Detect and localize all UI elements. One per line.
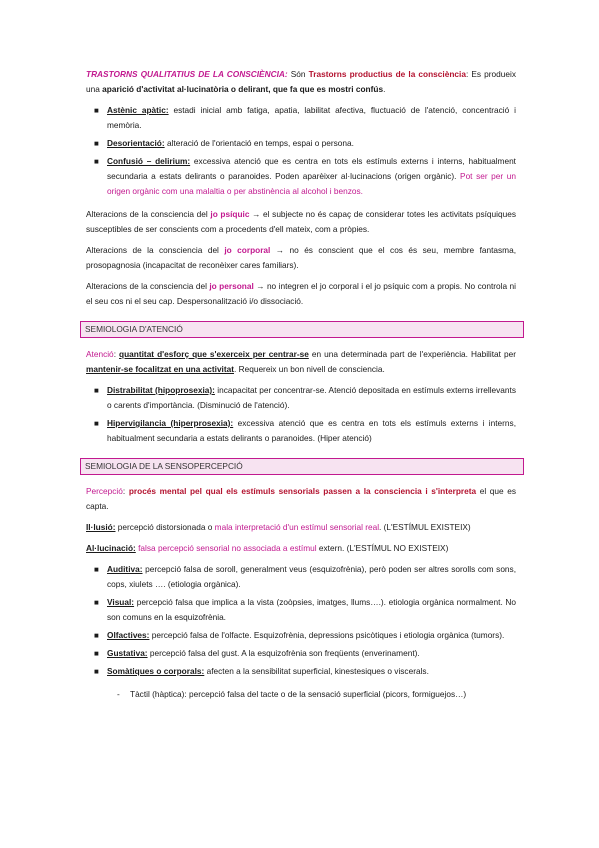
- intro-text: : Es produeix una: [86, 69, 516, 94]
- item-text: incapacitat per concentrar-se. Atenció depositada en estímuls externs irrellevants o carents d'importància. (Disminució de l'atenció).: [107, 385, 516, 410]
- list-item: [94, 136, 516, 151]
- para-text: en una determinada part de l'experiència. Habilitat per: [308, 349, 517, 359]
- para-text: Alteracions de la consciencia del: [86, 245, 225, 255]
- section-heading-sensopercepcio: SEMIOLOGIA DE LA SENSOPERCEPCIÓ: [80, 458, 524, 475]
- alucinacio-list: [86, 562, 516, 679]
- item-text: percepció falsa de soroll, generalment veus (esquizofrènia), però poden ser altres sorolls com sons, cops, xiulets …. (etiologia orgànica).: [107, 564, 516, 589]
- para-bold: quantitat d'esforç que s'exerceix per centrar-se: [119, 349, 309, 359]
- item-term: Gustativa:: [107, 648, 148, 658]
- para-text: Alteracions de la consciencia del: [86, 281, 210, 291]
- jo-psiquic-paragraph: [86, 207, 516, 237]
- bullet-icon: ■: [94, 649, 99, 658]
- bullet-icon: ■: [94, 631, 99, 640]
- illusio-paragraph: [86, 520, 516, 535]
- item-text: excessiva atenció que es centra en tots els estímuls externs i interns, habitualment secundaria a estats delirants o paranoides. Poden aparèixer al·lucinacions (origen orgànic).: [107, 156, 516, 181]
- key-term: jo psíquic: [210, 209, 250, 219]
- list-item: [94, 628, 516, 643]
- para-text: :: [122, 486, 129, 496]
- atencio-paragraph: [86, 347, 516, 377]
- intro-title: TRASTORNS QUALITATIUS DE LA CONSCIÈNCIA:: [86, 69, 288, 79]
- bullet-icon: ■: [94, 139, 99, 148]
- item-text: alteració de l'orientació en temps, espai o persona.: [164, 138, 354, 148]
- intro-highlight: Trastorns productius de la consciència: [308, 69, 466, 79]
- para-bold: procés mental pel qual els estímuls sensorials passen a la consciencia i s'interpreta: [128, 486, 477, 496]
- para-bold: mantenir-se focalitzat en una activitat: [86, 364, 234, 374]
- item-term: Distrabilitat (hipoprosexia):: [107, 385, 215, 395]
- item-text: percepció falsa que implica a la vista (zoòpsies, imatges, llums….). etiologia orgànica normalment. No son comuns en la esquizofrènia.: [107, 597, 516, 622]
- item-text: excessiva atenció que es centra en tots els estímuls externs i interns, habitualment secundaria a estats delirants o paranoides. (Hiper atenció): [107, 418, 517, 443]
- dash-icon: -: [117, 689, 120, 699]
- list-item: [94, 664, 516, 679]
- document-body: [86, 67, 516, 702]
- item-text: estadi inicial amb fatiga, apatia, labilitat afectiva, fluctuació de l'atenció, concentració i memòria.: [107, 105, 516, 130]
- intro-paragraph: [86, 67, 516, 97]
- section-heading-atencio: SEMIOLOGIA D'ATENCIÓ: [80, 321, 524, 338]
- para-text: → no integren el jo corporal i el jo psíquic com a propis. No controla ni el seu cos ni el seu cap. Despersonalització i/o dissociació.: [86, 281, 517, 306]
- jo-personal-paragraph: [86, 279, 516, 309]
- bullet-icon: ■: [94, 565, 99, 574]
- atencio-list: [86, 383, 516, 446]
- para-text: extern. (L'ESTÍMUL NO EXISTEIX): [316, 543, 449, 553]
- key-term: Atenció: [86, 349, 114, 359]
- para-text: el que es capta.: [86, 486, 517, 511]
- list-item: [94, 562, 516, 592]
- item-term: Visual:: [107, 597, 135, 607]
- bullet-icon: ■: [94, 598, 99, 607]
- bullet-icon: ■: [94, 106, 99, 115]
- key-term: jo personal: [209, 281, 254, 291]
- bullet-icon: ■: [94, 667, 99, 676]
- item-text: afecten a la sensibilitat superficial, kinestesiques o viscerals.: [204, 666, 429, 676]
- list-item: [94, 646, 516, 661]
- key-term: Il·lusió:: [86, 522, 116, 532]
- para-highlight: falsa percepció sensorial no associada a estímul: [138, 543, 317, 553]
- key-term: jo corporal: [224, 245, 271, 255]
- item-term: Hipervigilancia (hiperprosexia):: [107, 418, 234, 428]
- sub-item-text: Tàctil (hàptica): percepció falsa del tacte o de la sensació superficial (picors, formiguejos…): [130, 689, 467, 699]
- item-term: Auditiva:: [107, 564, 143, 574]
- para-text: :: [113, 349, 120, 359]
- list-item: [94, 595, 516, 625]
- key-term: Al·lucinació:: [86, 543, 136, 553]
- intro-text: Són: [287, 69, 309, 79]
- para-text: Alteracions de la consciencia del: [86, 209, 211, 219]
- para-highlight: mala interpretació d'un estímul sensorial real: [214, 522, 380, 532]
- item-term: Confusió – delirium:: [107, 156, 191, 166]
- list-item: [94, 103, 516, 133]
- list-item: [94, 383, 516, 413]
- sub-list-item: [117, 687, 516, 702]
- item-text: percepció falsa del gust. A la esquizofrènia son freqüents (enverinament).: [147, 648, 420, 658]
- para-text: . Requereix un bon nivell de consciencia.: [234, 364, 385, 374]
- para-text: . (L'ESTÍMUL EXISTEIX): [379, 522, 471, 532]
- bullet-icon: ■: [94, 157, 99, 166]
- bullet-icon: ■: [94, 386, 99, 395]
- list-item: [94, 416, 517, 446]
- list-item: [94, 154, 516, 199]
- para-text: → el subjecte no és capaç de considerar totes les activitats psíquiques susceptibles de ser conscients com a procedents d'ell mateix, com a pròpies.: [86, 209, 516, 234]
- consciousness-list: [86, 103, 516, 199]
- bullet-icon: ■: [94, 419, 99, 428]
- para-text: percepció distorsionada o: [115, 522, 215, 532]
- key-term: Percepció: [86, 486, 123, 496]
- item-text: percepció falsa de l'olfacte. Esquizofrènia, depressions psicòtiques i etiologia orgànica (tumors).: [149, 630, 505, 640]
- intro-text: .: [383, 84, 386, 94]
- item-term: Desorientació:: [107, 138, 165, 148]
- item-note: Pot ser per un origen orgànic com una malaltia o per abstinència al alcohol i benzos.: [107, 171, 516, 196]
- item-term: Olfactives:: [107, 630, 150, 640]
- alucinacio-paragraph: [86, 541, 516, 556]
- item-term: Astènic apàtic:: [107, 105, 169, 115]
- jo-corporal-paragraph: [86, 243, 516, 273]
- intro-bold: aparició d'activitat al·lucinatòria o delirant, que fa que es mostri confús: [102, 84, 384, 94]
- percepcio-paragraph: [86, 484, 516, 514]
- para-text: → no és conscient que el cos és seu, membre fantasma, prosopagnosia (incapacitat de reconèixer cares familiars).: [86, 245, 517, 270]
- item-term: Somàtiques o corporals:: [107, 666, 205, 676]
